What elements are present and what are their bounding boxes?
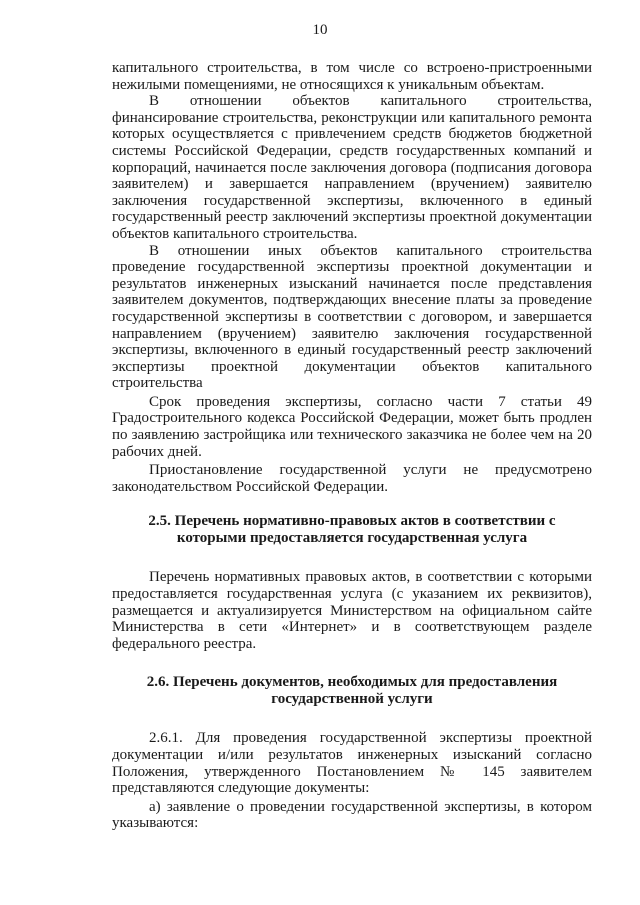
- paragraph-budget-funded-objects: В отношении объектов капитального строительства, финансирование строительства, реконструкции или капитального ремонта которых осуществляется с привлечением средств бюджетов бюджетной системы Российской Федерации, средств государственных компаний и корпораций, начинается после заключения договора (подписания договора заявителем) и завершается направлением (вручением) заявителю заключения государственной экспертизы, включенного в единый государственный реестр заключений экспертизы проектной документации объектов капитального строительства.: [112, 93, 592, 242]
- paragraph-legal-acts-list: Перечень нормативных правовых актов, в соответствии с которыми предоставляется государственная услуга (с указанием их реквизитов), размещается и актуализируется Министерством на официальном сайте Министерства в сети «Интернет» и в соответствующем разделе федерального реестра.: [112, 569, 592, 652]
- section-heading-2-6: 2.6. Перечень документов, необходимых для предоставления государственной услуги: [146, 674, 558, 708]
- paragraph-application-item-a: а) заявление о проведении государственной экспертизы, в котором указываются:: [112, 798, 592, 832]
- paragraph-construction-objects: капитального строительства, в том числе со встроено-пристроенными нежилыми помещениями, не относящихся к уникальным объектам.: [112, 60, 592, 93]
- section-heading-2-5: 2.5. Перечень нормативно-правовых актов в соответствии с которыми предоставляется государственная услуга: [148, 513, 556, 547]
- page-number: 10: [312, 22, 328, 38]
- paragraph-suspension: Приостановление государственной услуги не предусмотрено законодательством Российской Федерации.: [112, 462, 592, 495]
- document-body: [112, 60, 592, 832]
- paragraph-expertise-term: Срок проведения экспертизы, согласно части 7 статьи 49 Градостроительного кодекса Российской Федерации, может быть продлен по заявлению застройщика или технического заказчика не более чем на 20 рабочих дней.: [112, 393, 592, 460]
- paragraph-other-objects: В отношении иных объектов капитального строительства проведение государственной экспертизы проектной документации и результатов инженерных изысканий начинается после представления заявителем документов, подтверждающих внесение платы за проведение государственной экспертизы в соответствии с договором, и завершается направлением (вручением) заявителю заключения государственной экспертизы, включенного в единый государственный реестр заключений экспертизы проектной документации объектов капитального строительства: [112, 242, 592, 392]
- paragraph-2-6-1: 2.6.1. Для проведения государственной экспертизы проектной документации и/или результатов инженерных изысканий согласно Положения, утвержденного Постановлением № 145 заявителем представляются следующие документы:: [112, 730, 592, 797]
